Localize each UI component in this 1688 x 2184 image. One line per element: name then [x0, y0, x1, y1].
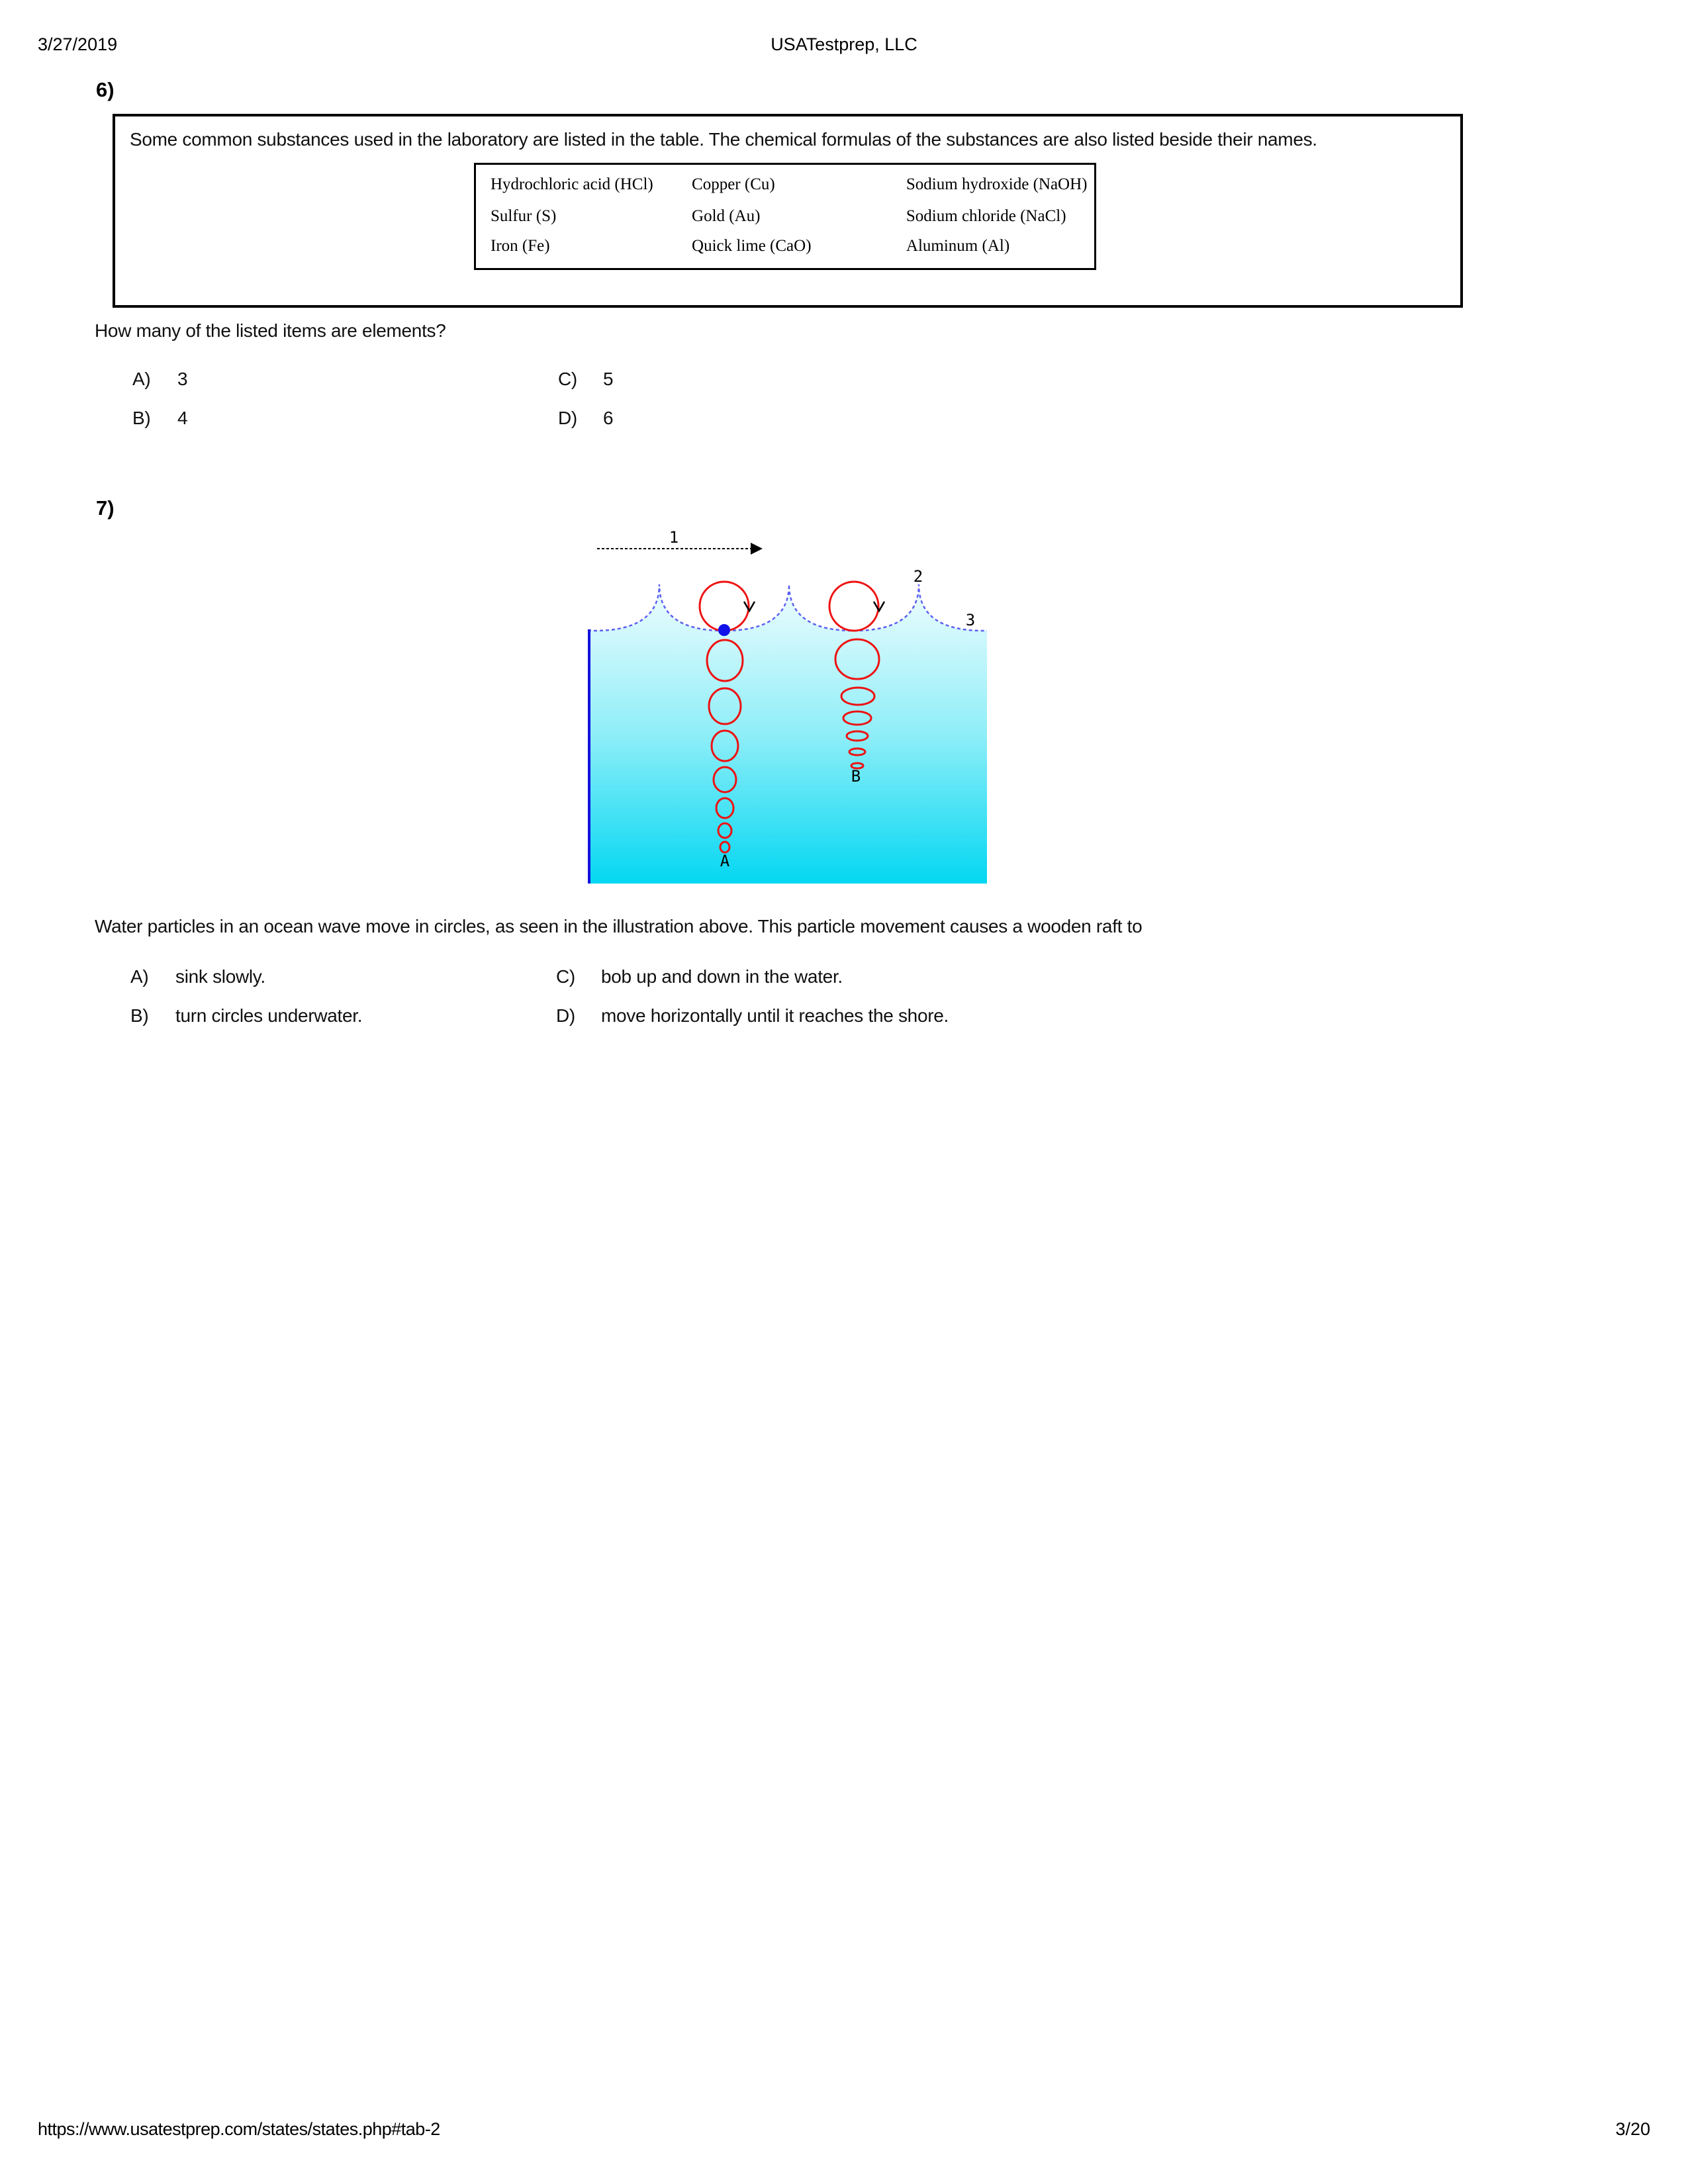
option-c: [556, 964, 949, 990]
table-cell: Quick lime (CaO): [692, 237, 812, 255]
table-row: [475, 234, 1096, 269]
question-6-options: [132, 366, 613, 432]
water-body: [588, 584, 987, 884]
ocean-wave-diagram: [588, 516, 987, 884]
option-text: 3: [177, 369, 188, 389]
wave-direction-arrowhead: [751, 543, 763, 555]
question-6-number: 6): [96, 78, 115, 101]
particle-marker-dot: [718, 624, 730, 636]
table-cell: Gold (Au): [692, 207, 761, 225]
option-letter: B): [132, 408, 151, 428]
column-a-label: A: [720, 852, 730, 870]
table-cell: Sulfur (S): [491, 207, 557, 225]
question-7-options: [130, 964, 949, 1029]
option-letter: A): [130, 966, 149, 987]
print-footer-url: https://www.usatestprep.com/states/states.php#tab-2: [38, 2119, 440, 2139]
option-text: bob up and down in the water.: [601, 966, 843, 987]
option-letter: C): [558, 369, 577, 389]
option-letter: C): [556, 966, 575, 987]
option-text: 5: [603, 369, 614, 389]
surface-orbit-circle: [829, 582, 878, 631]
table-cell: Sodium chloride (NaCl): [906, 207, 1066, 225]
substances-table: [474, 163, 1096, 270]
option-c: [558, 366, 613, 392]
table-cell: Aluminum (Al): [906, 237, 1010, 255]
table-cell: Iron (Fe): [491, 237, 550, 255]
question-7-text: Water particles in an ocean wave move in circles, as seen in the illustration above. This particle movement causes a wooden raft to: [95, 916, 1143, 936]
table-row: [475, 164, 1096, 199]
option-text: move horizontally until it reaches the shore.: [601, 1005, 949, 1026]
option-text: sink slowly.: [175, 966, 265, 987]
option-letter: A): [132, 369, 151, 389]
wave-direction-label: 1: [669, 528, 679, 547]
question-6-stimulus-text: Some common substances used in the laboratory are listed in the table. The chemical formulas of the substances are also listed beside their names.: [130, 129, 1317, 150]
option-b: [130, 1003, 556, 1029]
option-text: turn circles underwater.: [175, 1005, 363, 1026]
table-cell: Copper (Cu): [692, 175, 775, 193]
print-header-title: USATestprep, LLC: [771, 34, 917, 54]
column-b-label: B: [851, 767, 861, 786]
option-letter: D): [556, 1005, 575, 1026]
print-footer-page-number: 3/20: [1615, 2119, 1650, 2139]
table-cell: Hydrochloric acid (HCl): [491, 175, 653, 193]
option-d: [558, 405, 613, 432]
surface-label: 3: [965, 611, 976, 629]
question-7-number: 7): [96, 496, 115, 520]
table-cell: Sodium hydroxide (NaOH): [906, 175, 1088, 193]
option-d: [556, 1003, 949, 1029]
option-a: [132, 366, 558, 392]
question-6-stimulus-box: [113, 114, 1463, 308]
option-letter: B): [130, 1005, 149, 1026]
crest-label: 2: [913, 567, 923, 586]
option-text: 4: [177, 408, 188, 428]
option-letter: D): [558, 408, 577, 428]
print-header-date: 3/27/2019: [38, 34, 118, 54]
table-row: [475, 199, 1096, 234]
question-6-text: How many of the listed items are elements?: [95, 320, 446, 341]
surface-orbit-circle: [700, 582, 749, 631]
option-a: [130, 964, 556, 990]
option-text: 6: [603, 408, 614, 428]
option-b: [132, 405, 558, 432]
